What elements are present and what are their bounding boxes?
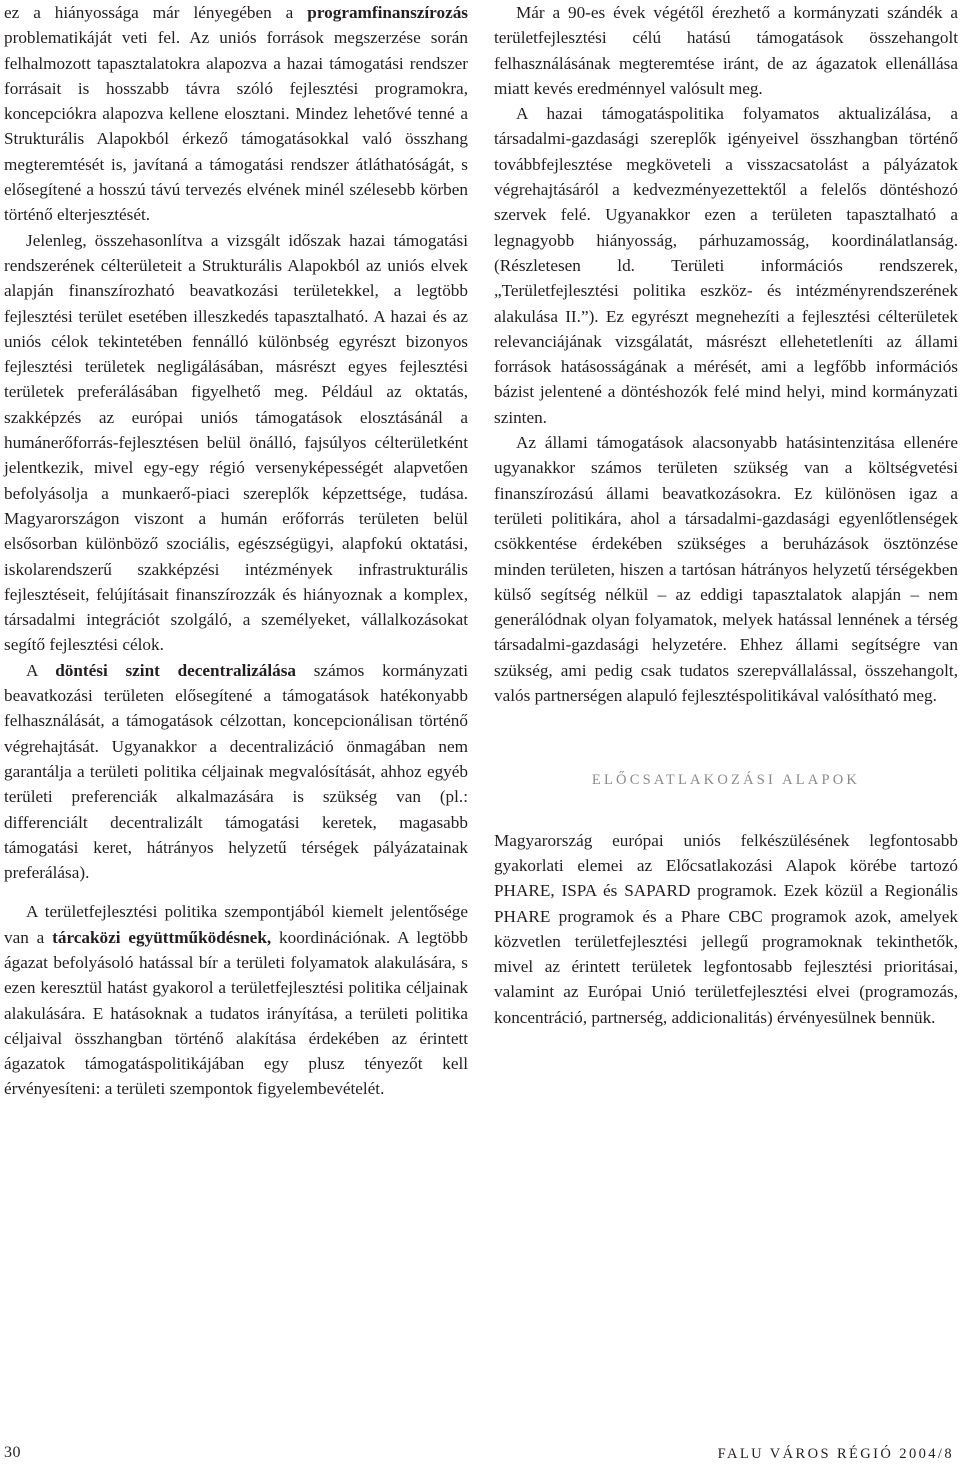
paragraph — [4, 899, 468, 1101]
paragraph: A hazai támogatáspolitika folyamatos aktualizálása, a társadalmi-gazdasági szereplők igényeivel összhangban történő továbbfejlesztése megköveteli a visszacsatolást a pályázatok végrehajtásáról a kedvezményezettektől a felelős döntéshozó szervek felé. Ugyanakkor ezen a területen tapasztalható a legnagyobb hiányosság, párhuzamosság, koordinálatlanság. (Részletesen ld. Területi információs rendszerek, „Területfejlesztési politika eszköz- és intézményrendszerének alakulása II.”). Ez egyrészt megnehezíti a fejlesztési célterületek relevanciájának vizsgálatát, másrészt ellehetetleníti az állami források hatásosságának a mérését, ami a legfőbb információs bázist jelentené a döntéshozók felé mind helyi, mind kormányzati szinten. — [494, 104, 958, 427]
paragraph: Jelenleg, összehasonlítva a vizsgált időszak hazai támogatási rendszerének célterületeit a Strukturális Alapokból az uniós elvek alapján finanszírozható beavatkozási területekkel, a legtöbb fejlesztési terület esetében illeszkedés tapasztalható. A hazai és az uniós célok tekintetében fennálló különbség egyrészt bizonyos fejlesztési területek negligálásában, másrészt egyes fejlesztési területek preferálásában figyelhető meg. Például az oktatás, szakképzés az európai uniós támogatások elosztásánál a humánerőforrás-fejlesztésen belül önálló, fajsúlyos célterületként jelentkezik, mivel egy-egy régió versenyképességét alapvetően befolyásolja a munkaerő-piaci szereplők képzettsége, tudása. Magyarországon viszont a humán erőforrás területen belül elsősorban különböző szociális, egészségügyi, alapfokú oktatási, iskolarendszerű szakképzési intézmények infrastrukturális fejlesztéseit, felújításait finanszírozzák és hiányoznak a komplex, társadalmi integrációt szolgáló, a személyeket, vállalkozásokat segítő fejlesztési célok. — [4, 230, 468, 655]
right-column — [494, 0, 958, 1030]
text-run: problematikáját veti fel. Az uniós források megszerzése során felhalmozott tapasztalatokra alapozva a hazai támogatási rendszer forrásait is hosszabb távra szóló fejlesztési programokra, koncepciókra alapozva kellene elosztani. Mindez lehetővé tenné a Strukturális Alapokból érkező támogatásokkal való összhang megteremtését is, javítaná a támogatási rendszer átláthatóságát, s elősegítené a hosszú távú tervezés elvének minél szélesebb körben történő elterjesztését. — [4, 28, 468, 225]
section-heading: ELŐCSATLAKOZÁSI ALAPOK — [591, 772, 861, 789]
bold-term: tárcaközi együttműködésnek, — [52, 927, 272, 947]
paragraph — [4, 0, 468, 228]
paragraph: Magyarország európai uniós felkészülésének legfontosabb gyakorlati elemei az Előcsatlakozási Alapok körébe tartozó PHARE, ISPA és SAPARD programok. Ezek közül a Regionális PHARE programok és a Phare CBC programok azok, amelyek közvetlen területfejlesztési jellegű programoknak tekinthetők, mivel az érintett területek legfontosabb fejlesztési prioritásai, valamint az Európai Unió területfejlesztési elvei (programozás, koncentráció, partnerség, addicionalitás) érvényesülnek bennük. — [494, 830, 958, 1027]
bold-term: döntési szint decentralizálása — [55, 660, 296, 680]
text-run: A területfejlesztési politika szempontjából kiemelt jelentősége van a — [4, 902, 468, 947]
paragraph: Az állami támogatások alacsonyabb hatásintenzitása ellenére ugyanakkor számos területen szükség van a költségvetési finanszírozású állami beavatkozásokra. Ez különösen igaz a területi politikára, ahol a társadalmi-gazdasági egyenlőtlenségek csökkentése érdekében szükséges a beruházások ösztönzése minden területen, hiszen a tartósan hátrányos helyzetű térségekben külső segítség nélkül – az eddigi tapasztalatok alapján – nem generálódnak olyan folyamatok, melyek hatással lennének a térség társadalmi-gazdasági helyzetére. Ehhez állami segítségre van szükség, ami pedig csak tudatos szerepvállalással, összehangolt, valós partnerségen alapuló fejlesztéspolitikával valósítható meg. — [494, 433, 958, 706]
paragraph — [4, 658, 468, 886]
left-column — [4, 0, 468, 1102]
paragraph: Már a 90-es évek végétől érezhető a kormányzati szándék a területfejlesztési célú hatású támogatások összehangolt felhasználásának megteremtése iránt, de az ágazatok ellenállása miatt kevés eredménnyel valósult meg. — [494, 3, 958, 98]
bold-term: programfinanszírozás — [307, 3, 468, 22]
text-run: koordinációnak. A legtöbb ágazat befolyásoló hatással bír a területi folyamatok alakulására, s ezen keresztül hatást gyakorol a területfejlesztési politika céljainak alakulására. E hatásoknak a tudatos irányítása, a területi politika céljaival összhangban történő alakítása érdekében az érintett ágazatok támogatáspolitikájában egy plusz tényezőt kell érvényesíteni: a területi szempontok figyelembevételét. — [4, 927, 468, 1099]
text-run: számos kormányzati beavatkozási területen elősegítené a támogatások hatékonyabb felhasználását, a támogatások célzottan, koncepcionálisan történő végrehajtását. Ugyanakkor a decentralizáció önmagában nem garantálja a területi politika céljainak megvalósítását, ahhoz egyéb területi preferenciák alkalmazására is szükség van (pl.: differenciált decentralizált támogatási keretek, magasabb támogatási keret, hátrányos helyzetű térségek pályázatainak preferálása). — [4, 660, 468, 883]
text-run: A — [26, 660, 56, 680]
page-number: 30 — [4, 1444, 21, 1461]
text-run: ez a hiányossága már lényegében a — [4, 3, 308, 22]
journal-footer: FALU VÁROS RÉGIÓ 2004/8 — [717, 1446, 954, 1462]
